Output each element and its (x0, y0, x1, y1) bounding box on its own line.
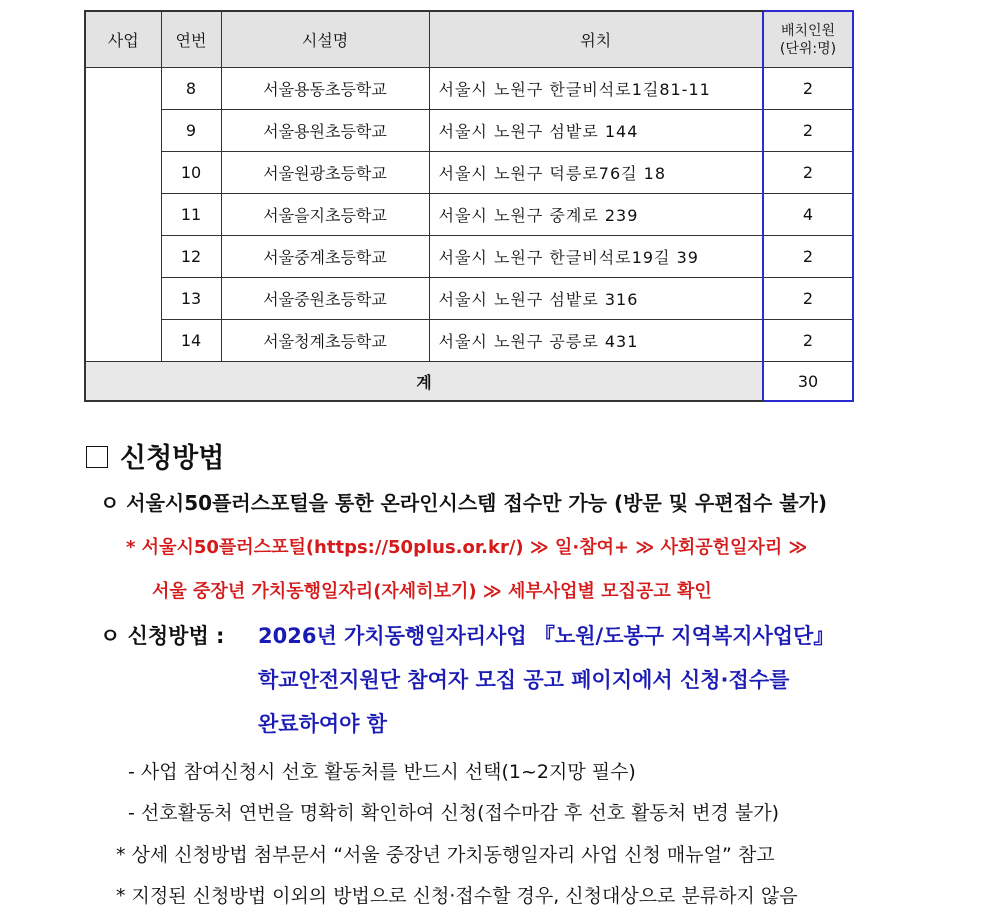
header-location: 위치 (429, 11, 763, 68)
portal-path-line1: * 서울시50플러스포털(https://50plus.or.kr/) ≫ 일·참여+ ≫ 사회공헌일자리 ≫ (126, 537, 808, 558)
facility-location: 서울시 노원구 섬밭로 144 (429, 110, 763, 152)
header-business: 사업 (85, 11, 161, 68)
table-header-row (85, 11, 853, 68)
facility-name: 서울을지초등학교 (221, 194, 429, 236)
facility-location: 서울시 노원구 중계로 239 (429, 194, 763, 236)
table-row (85, 320, 853, 362)
section-title-text: 신청방법 (120, 443, 225, 474)
facility-name: 서울중원초등학교 (221, 278, 429, 320)
facility-location: 서울시 노원구 한글비석로1길81-11 (429, 68, 763, 110)
row-number: 14 (161, 320, 221, 362)
facility-location: 서울시 노원구 덕릉로76길 18 (429, 152, 763, 194)
placement-count: 2 (763, 68, 853, 110)
row-number: 9 (161, 110, 221, 152)
note-invalid-method: * 지정된 신청방법 이외의 방법으로 신청·접수할 경우, 신청대상으로 분류하지 않음 (116, 885, 798, 907)
row-number: 10 (161, 152, 221, 194)
note-confirm-number: - 선호활동처 연번을 명확히 확인하여 신청(접수마감 후 선호 활동처 변경 불가) (128, 802, 780, 824)
row-number: 12 (161, 236, 221, 278)
bullet-method-label: ㅇ 신청방법 : (100, 624, 225, 648)
header-number: 연번 (161, 11, 221, 68)
placement-count: 2 (763, 320, 853, 362)
bullet-online-only: ㅇ 서울시50플러스포털을 통한 온라인시스템 접수만 가능 (방문 및 우편접수 불가) (100, 491, 828, 515)
table-row (85, 152, 853, 194)
note-preference-required: - 사업 참여신청시 선호 활동처를 반드시 선택(1~2지망 필수) (128, 761, 636, 783)
placement-count: 2 (763, 278, 853, 320)
total-row (85, 362, 853, 402)
facility-name: 서울청계초등학교 (221, 320, 429, 362)
facility-name: 서울용동초등학교 (221, 68, 429, 110)
total-value: 30 (763, 362, 853, 402)
note-manual-reference: * 상세 신청방법 첨부문서 “서울 중장년 가치동행일자리 사업 신청 매뉴얼” 참고 (116, 844, 775, 866)
checkbox-square-icon (86, 446, 108, 468)
table-row (85, 110, 853, 152)
placement-count: 2 (763, 152, 853, 194)
business-cell (85, 68, 161, 362)
method-line2: 학교안전지원단 참여자 모집 공고 페이지에서 신청·접수를 (258, 668, 790, 692)
row-number: 13 (161, 278, 221, 320)
facility-name: 서울용원초등학교 (221, 110, 429, 152)
header-facility: 시설명 (221, 11, 429, 68)
method-line3: 완료하여야 함 (258, 712, 388, 736)
placement-table (84, 10, 854, 402)
row-number: 8 (161, 68, 221, 110)
placement-count: 4 (763, 194, 853, 236)
facility-location: 서울시 노원구 공릉로 431 (429, 320, 763, 362)
table-row (85, 236, 853, 278)
facility-location: 서울시 노원구 섬밭로 316 (429, 278, 763, 320)
placement-count: 2 (763, 110, 853, 152)
table-row (85, 278, 853, 320)
facility-location: 서울시 노원구 한글비석로19길 39 (429, 236, 763, 278)
portal-path-line2: 서울 중장년 가치동행일자리(자세히보기) ≫ 세부사업별 모집공고 확인 (152, 581, 712, 602)
table-row (85, 194, 853, 236)
facility-name: 서울중계초등학교 (221, 236, 429, 278)
table-row (85, 68, 853, 110)
placement-count: 2 (763, 236, 853, 278)
row-number: 11 (161, 194, 221, 236)
total-label: 계 (85, 362, 763, 402)
header-count: 배치인원 (단위:명) (763, 11, 853, 68)
section-title (86, 436, 224, 475)
facility-name: 서울원광초등학교 (221, 152, 429, 194)
method-line1: 2026년 가치동행일자리사업 『노원/도봉구 지역복지사업단』 (258, 624, 835, 648)
